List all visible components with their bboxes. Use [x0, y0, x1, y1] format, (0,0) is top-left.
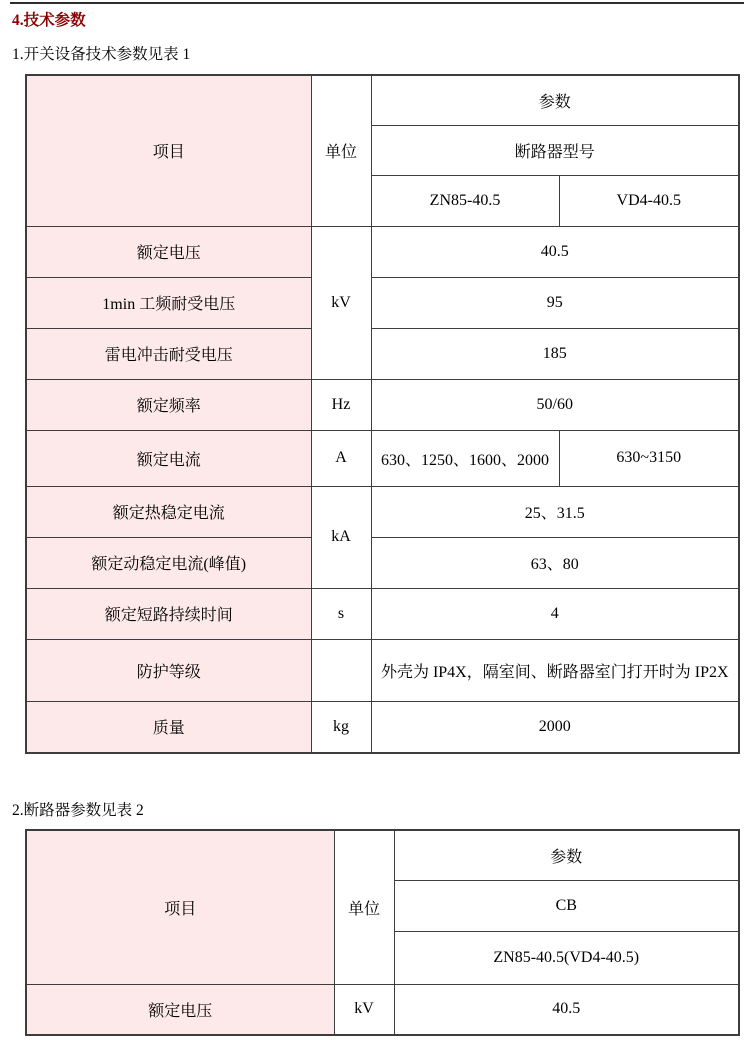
- t1-header-model-vd4: VD4-40.5: [559, 175, 739, 226]
- table-row: [26, 639, 739, 701]
- t2-header-model: ZN85-40.5(VD4-40.5): [394, 931, 739, 984]
- value-cell: 外壳为 IP4X，隔室间、断路器室门打开时为 IP2X: [371, 639, 739, 701]
- t2-header-unit: 单位: [334, 830, 394, 984]
- item-cell: 1min 工频耐受电压: [26, 277, 311, 328]
- table-row: [26, 984, 739, 1035]
- t1-header-item: 项目: [26, 75, 311, 226]
- unit-cell: kV: [334, 984, 394, 1035]
- table-row: [26, 537, 739, 588]
- page-top-rule: [10, 2, 744, 4]
- section-title: 4.技术参数: [12, 12, 86, 29]
- value-cell: 4: [371, 588, 739, 639]
- t2-header-param: 参数: [394, 830, 739, 880]
- unit-cell: kV: [311, 226, 371, 379]
- table-row: [26, 379, 739, 430]
- unit-cell: Hz: [311, 379, 371, 430]
- value-cell: 50/60: [371, 379, 739, 430]
- unit-cell: kg: [311, 701, 371, 753]
- item-cell: 额定热稳定电流: [26, 486, 311, 537]
- item-cell: 防护等级: [26, 639, 311, 701]
- switchgear-parameters-table: [25, 74, 740, 754]
- unit-cell: s: [311, 588, 371, 639]
- t1-header-unit: 单位: [311, 75, 371, 226]
- value-cell-zn85: 630、1250、1600、2000: [371, 430, 559, 486]
- t2-header-item: 项目: [26, 830, 334, 984]
- t1-header-param: 参数: [371, 75, 739, 125]
- t1-header-model-zn85: ZN85-40.5: [371, 175, 559, 226]
- table-row: [26, 701, 739, 753]
- item-cell: 额定短路持续时间: [26, 588, 311, 639]
- item-cell: 额定电压: [26, 984, 334, 1035]
- table-row: [26, 430, 739, 486]
- unit-cell: A: [311, 430, 371, 486]
- item-cell: 雷电冲击耐受电压: [26, 328, 311, 379]
- item-cell: 额定动稳定电流(峰值): [26, 537, 311, 588]
- t2-header-cb: CB: [394, 880, 739, 931]
- value-cell: 185: [371, 328, 739, 379]
- circuit-breaker-parameters-table: [25, 829, 740, 1036]
- table1-caption: 1.开关设备技术参数见表 1: [12, 46, 191, 63]
- table2-caption: 2.断路器参数见表 2: [12, 802, 144, 819]
- value-cell: 25、31.5: [371, 486, 739, 537]
- value-cell: 40.5: [394, 984, 739, 1035]
- value-cell-vd4: 630~3150: [559, 430, 739, 486]
- value-cell: 40.5: [371, 226, 739, 277]
- table-row: [26, 328, 739, 379]
- value-cell: 95: [371, 277, 739, 328]
- item-cell: 额定频率: [26, 379, 311, 430]
- table-row: [26, 588, 739, 639]
- table-row: [26, 277, 739, 328]
- table-row: [26, 486, 739, 537]
- unit-cell-empty: [311, 639, 371, 701]
- item-cell: 额定电压: [26, 226, 311, 277]
- table-row: [26, 226, 739, 277]
- value-cell: 63、80: [371, 537, 739, 588]
- item-cell: 质量: [26, 701, 311, 753]
- unit-cell: kA: [311, 486, 371, 588]
- t1-header-model-label: 断路器型号: [371, 125, 739, 175]
- value-cell: 2000: [371, 701, 739, 753]
- item-cell: 额定电流: [26, 430, 311, 486]
